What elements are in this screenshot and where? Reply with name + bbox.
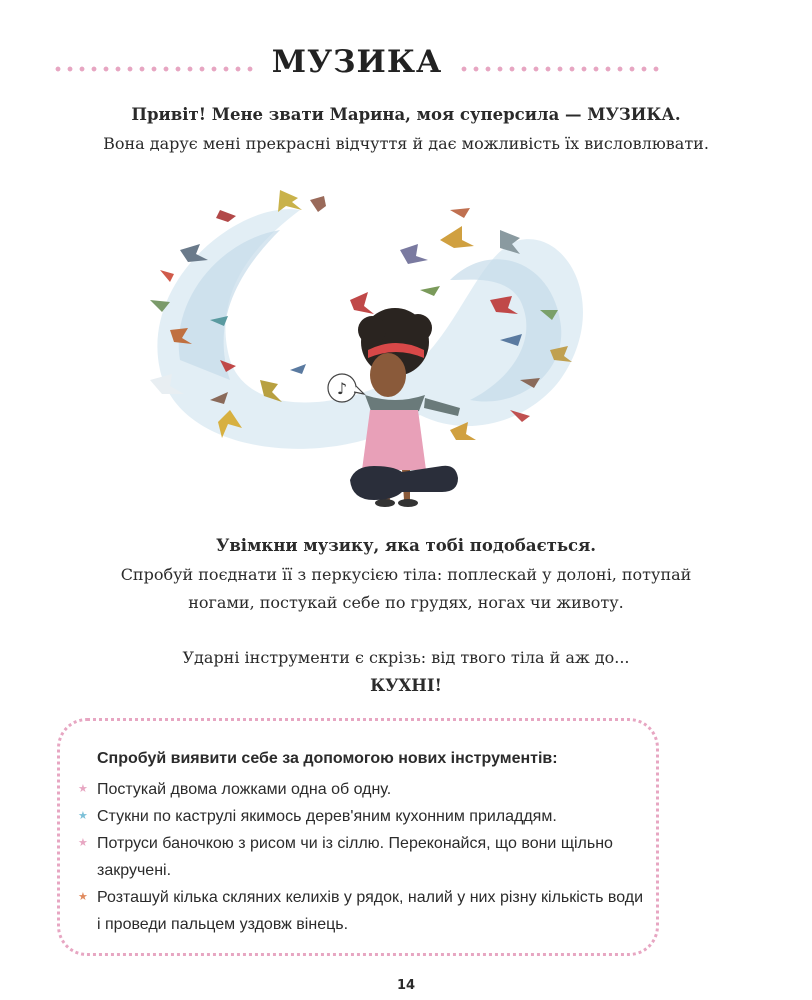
title-row bbox=[0, 40, 812, 96]
list-item bbox=[78, 830, 648, 884]
tip-text: Постукай двома ложками одна об одну. bbox=[97, 781, 392, 798]
tip-text: Потруси баночкою з рисом чи із сіллю. Переконайся, що вони щільно закручені. bbox=[97, 835, 613, 879]
dotted-divider-right bbox=[458, 66, 662, 72]
list-item bbox=[78, 803, 648, 830]
list-item bbox=[78, 776, 648, 803]
star-bullet-icon: ★ bbox=[78, 891, 88, 903]
music-instruction-line-2: ногами, постукай себе по грудях, ногах чи животу. bbox=[188, 593, 624, 612]
tip-text: Розташуй кілька скляних келихів у рядок, налий у них різну кількість води і проведи пальцем уздовж вінець. bbox=[97, 889, 644, 933]
music-heading: Увімкни музику, яка тобі подобається. bbox=[215, 536, 597, 555]
tip-text: Стукни по каструлі якимось дерев'яним кухонним приладдям. bbox=[97, 808, 557, 825]
intro-greeting: Привіт! Мене звати Марина, моя суперсила — МУЗИКА. bbox=[131, 105, 681, 124]
page-title: МУЗИКА bbox=[271, 44, 443, 80]
music-instruction-line-1: Спробуй поєднати її з перкусією тіла: поплескай у долоні, потупай bbox=[120, 565, 692, 584]
star-bullet-icon: ★ bbox=[78, 783, 88, 795]
tips-heading: Спробуй виявити себе за допомогою нових інструментів: bbox=[97, 750, 558, 767]
star-bullet-icon: ★ bbox=[78, 837, 88, 849]
page-number: 14 bbox=[396, 978, 416, 993]
music-note-icon: ♪ bbox=[336, 379, 348, 398]
star-bullet-icon: ★ bbox=[78, 810, 88, 822]
percussion-everywhere-line: Ударні інструменти є скрізь: від твого тіла й аж до... bbox=[182, 648, 630, 667]
kitchen-emphasis: КУХНІ! bbox=[370, 676, 442, 695]
intro-text: Вона дарує мені прекрасні відчуття й дає можливість їх висловлювати. bbox=[103, 134, 709, 153]
list-item bbox=[78, 884, 648, 938]
girl-with-birds-illustration bbox=[120, 170, 640, 520]
tips-list bbox=[78, 776, 648, 938]
dotted-divider-left bbox=[52, 66, 256, 72]
